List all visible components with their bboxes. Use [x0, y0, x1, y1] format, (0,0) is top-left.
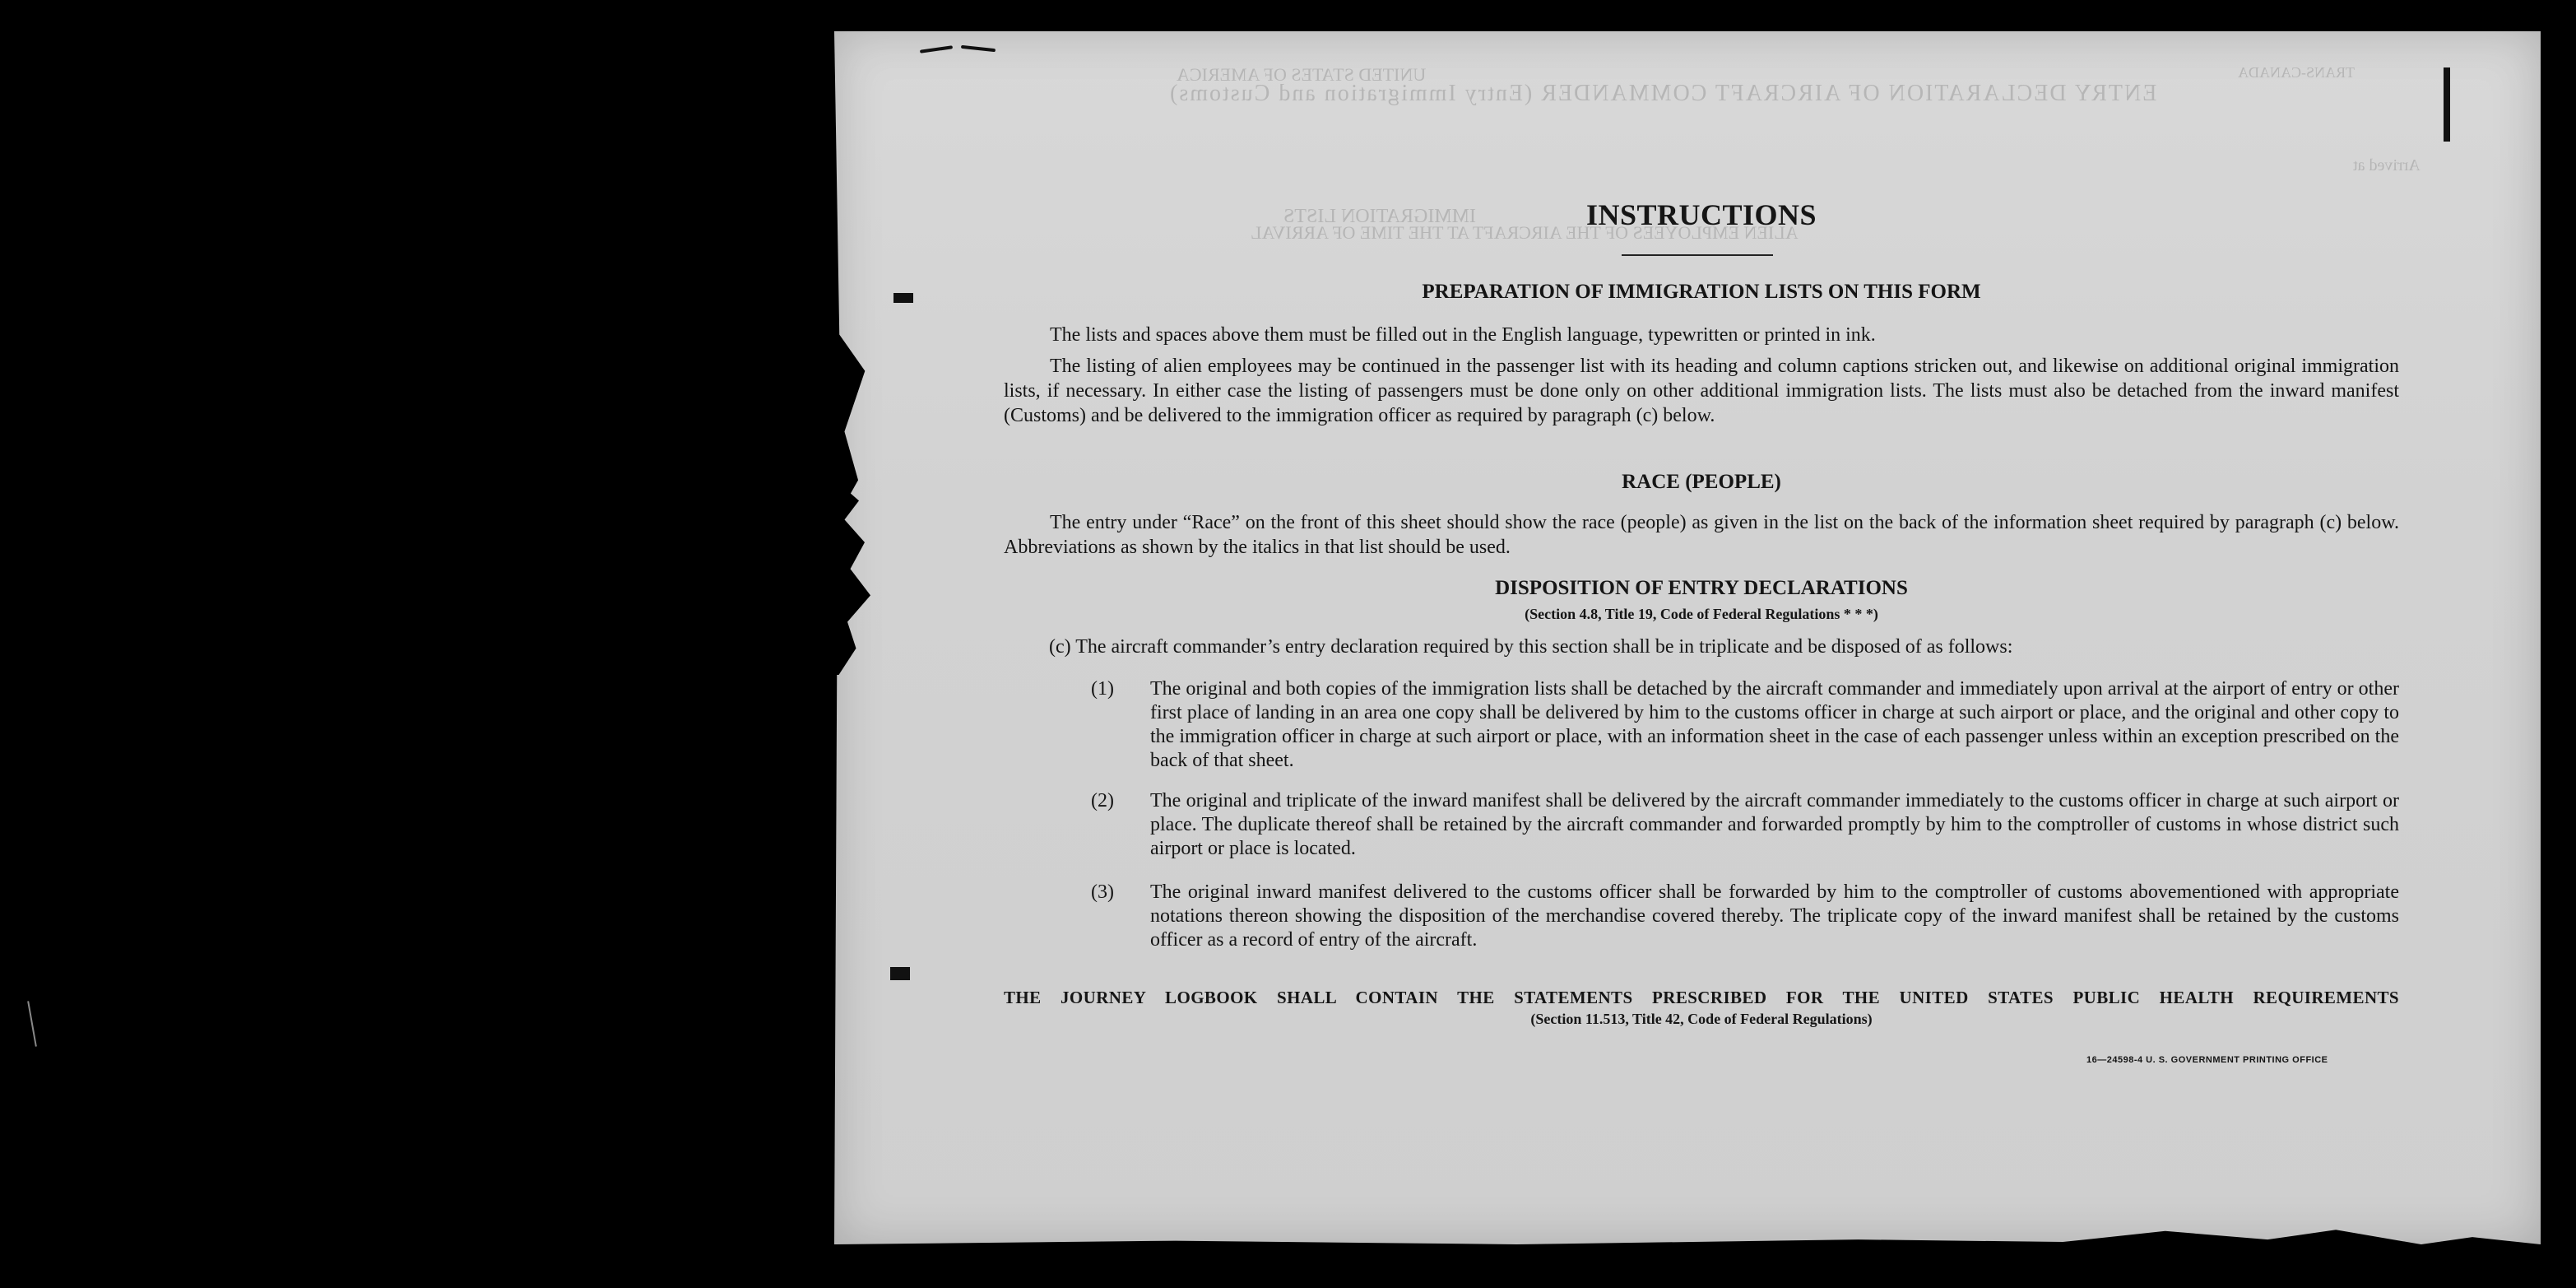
paragraph-language: The lists and spaces above them must be filled out in the English language, typewritten or printed in ink. [1050, 324, 1876, 346]
bleed-through-text: Arrived at [2353, 156, 2421, 174]
list-item [1091, 881, 2399, 952]
printer-imprint: 16—24598-4 U. S. GOVERNMENT PRINTING OFFICE [2086, 1055, 2328, 1065]
title-underline [1622, 254, 1773, 256]
list-item [1091, 677, 2399, 773]
film-scratch [27, 1001, 37, 1046]
bleed-through-text: ALIEN EMPLOYEES OF THE AIRCRAFT AT THE TIME OF ARRIVAL [1251, 222, 1799, 243]
paragraph-c-intro: (c) The aircraft commander’s entry declaration required by this section shall be in triplicate and be disposed of as follows: [1049, 636, 2013, 658]
section-reference: (Section 4.8, Title 19, Code of Federal Regulations * * *) [1525, 606, 1878, 622]
section-heading-race: RACE (PEOPLE) [1622, 471, 1781, 493]
paragraph-race: The entry under “Race” on the front of this sheet should show the race (people) as given in the list on the back of the information sheet required by paragraph (c) below. Abbreviations as shown by the italics in that list should be used. [1004, 512, 2399, 558]
section-heading-disposition: DISPOSITION OF ENTRY DECLARATIONS [1495, 577, 1908, 599]
journey-logbook-notice: THE JOURNEY LOGBOOK SHALL CONTAIN THE STATEMENTS PRESCRIBED FOR THE UNITED STATES PUBLIC HEALTH REQUIREMENTS [1004, 988, 2399, 1007]
list-item-text: The original inward manifest delivered to the customs officer shall be forwarded by him to the comptroller of customs abovementioned with appropriate notations thereon showing the disposition of the merchandise covered thereby. The triplicate copy of the inward manifest shall be retained by the customs officer as a record of entry of the aircraft. [1150, 881, 2399, 951]
list-item-text: The original and both copies of the immigration lists shall be detached by the aircraft commander and immediately upon arrival at the airport of entry or other first place of landing in an area one copy shall be delivered by him to the customs officer in charge at such airport or place, and the original and other copy to the immigration officer in charge at such airport or place, with an information sheet in the case of each passenger unless within an exception prescribed on the back of that sheet. [1150, 678, 2399, 771]
list-item-text: The original and triplicate of the inward manifest shall be delivered by the aircraft commander immediately to the customs officer in charge at such airport or place. The duplicate thereof shall be retained by the aircraft commander and forwarded promptly by him to the comptroller of customs in whose district such airport or place is located. [1150, 790, 2399, 859]
list-item-number: (1) [1091, 678, 1114, 700]
bleed-through-text: UNITED STATES OF AMERICA [1177, 64, 1427, 85]
list-item [1091, 789, 2399, 861]
punch-mark [893, 293, 913, 303]
journey-logbook-reference: (Section 11.513, Title 42, Code of Federal Regulations) [1530, 1011, 1873, 1027]
bleed-through-text: ENTRY DECLARATION OF AIRCRAFT COMMANDER (Entry Immigration and Customs) [1168, 81, 2157, 106]
page-title: INSTRUCTIONS [1585, 198, 1817, 231]
list-item-number: (2) [1091, 790, 1114, 811]
punch-mark [890, 967, 910, 980]
bleed-through-text: IMMIGRATION LISTS [1283, 206, 1476, 227]
bleed-through-text: TRANS-CANADA [2238, 64, 2356, 81]
edge-mark [2444, 67, 2450, 142]
list-item-number: (3) [1091, 881, 1114, 903]
section-heading-preparation: PREPARATION OF IMMIGRATION LISTS ON THIS FORM [1422, 281, 1981, 303]
paragraph-alien-employees: The listing of alien employees may be continued in the passenger list with its heading and column captions stricken out, and likewise on additional original immigration lists, if necessary. In either case the listing of passengers must be done only on other additional immigration lists. The lists must also be detached from the inward manifest (Customs) and be delivered to the immigration officer as required by paragraph (c) below. [1004, 356, 2399, 426]
